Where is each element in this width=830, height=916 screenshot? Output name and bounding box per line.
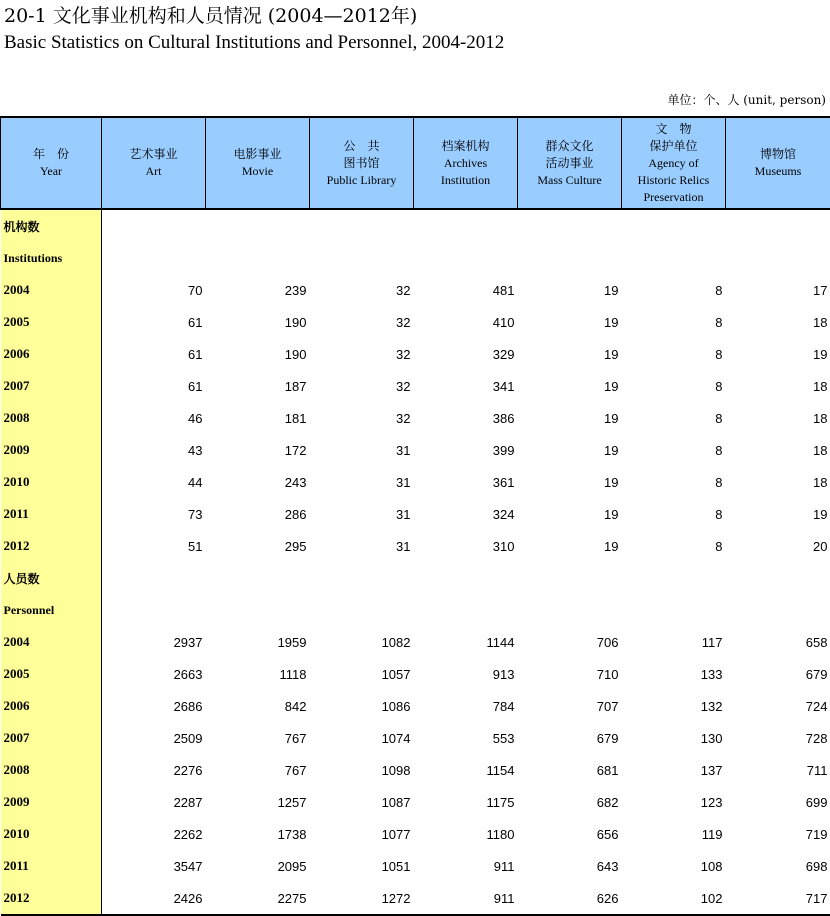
column-header-label-zh-line2: 图书馆 bbox=[310, 155, 413, 172]
value-cell: 1074 bbox=[310, 722, 414, 754]
column-header-label-en-line2: Institution bbox=[414, 172, 517, 189]
year-cell: 2007 bbox=[1, 722, 102, 754]
empty-cell bbox=[518, 209, 622, 242]
empty-cell bbox=[102, 562, 206, 594]
value-cell: 2287 bbox=[102, 786, 206, 818]
value-cell: 130 bbox=[622, 722, 726, 754]
value-cell: 70 bbox=[102, 274, 206, 306]
year-cell: 2006 bbox=[1, 338, 102, 370]
empty-cell bbox=[726, 594, 830, 626]
value-cell: 1051 bbox=[310, 850, 414, 882]
empty-cell bbox=[622, 562, 726, 594]
year-cell: 2008 bbox=[1, 402, 102, 434]
value-cell: 43 bbox=[102, 434, 206, 466]
year-cell: 2004 bbox=[1, 626, 102, 658]
value-cell: 119 bbox=[622, 818, 726, 850]
value-cell: 102 bbox=[622, 882, 726, 915]
empty-cell bbox=[310, 594, 414, 626]
table-row bbox=[1, 466, 830, 498]
empty-cell bbox=[726, 562, 830, 594]
value-cell: 1118 bbox=[206, 658, 310, 690]
column-header-museums bbox=[726, 117, 830, 209]
value-cell: 2509 bbox=[102, 722, 206, 754]
value-cell: 410 bbox=[414, 306, 518, 338]
column-header-label-zh: 电影事业 bbox=[206, 146, 309, 163]
value-cell: 19 bbox=[518, 434, 622, 466]
section-heading-institutions-en bbox=[1, 242, 830, 274]
table-header bbox=[1, 117, 830, 209]
section-heading-institutions-zh bbox=[1, 209, 830, 242]
value-cell: 658 bbox=[726, 626, 830, 658]
value-cell: 8 bbox=[622, 338, 726, 370]
value-cell: 911 bbox=[414, 850, 518, 882]
value-cell: 32 bbox=[310, 338, 414, 370]
value-cell: 239 bbox=[206, 274, 310, 306]
table-row bbox=[1, 402, 830, 434]
value-cell: 767 bbox=[206, 722, 310, 754]
year-cell: 2009 bbox=[1, 434, 102, 466]
column-header-label-en: Year bbox=[1, 163, 101, 180]
year-cell: 2011 bbox=[1, 850, 102, 882]
value-cell: 8 bbox=[622, 466, 726, 498]
table-body bbox=[1, 209, 830, 915]
column-header-label-zh-line2: 保护单位 bbox=[622, 138, 725, 155]
value-cell: 31 bbox=[310, 434, 414, 466]
column-header-label-en: Archives bbox=[414, 155, 517, 172]
table-row bbox=[1, 370, 830, 402]
value-cell: 123 bbox=[622, 786, 726, 818]
year-cell: 2012 bbox=[1, 882, 102, 915]
empty-cell bbox=[518, 594, 622, 626]
column-header-archives bbox=[414, 117, 518, 209]
value-cell: 117 bbox=[622, 626, 726, 658]
year-cell: 2004 bbox=[1, 274, 102, 306]
value-cell: 913 bbox=[414, 658, 518, 690]
value-cell: 679 bbox=[726, 658, 830, 690]
value-cell: 707 bbox=[518, 690, 622, 722]
value-cell: 31 bbox=[310, 498, 414, 530]
empty-cell bbox=[726, 242, 830, 274]
value-cell: 1098 bbox=[310, 754, 414, 786]
table-row bbox=[1, 274, 830, 306]
value-cell: 656 bbox=[518, 818, 622, 850]
value-cell: 1057 bbox=[310, 658, 414, 690]
value-cell: 132 bbox=[622, 690, 726, 722]
column-header-public-library bbox=[310, 117, 414, 209]
value-cell: 310 bbox=[414, 530, 518, 562]
value-cell: 32 bbox=[310, 370, 414, 402]
empty-cell bbox=[102, 242, 206, 274]
value-cell: 61 bbox=[102, 370, 206, 402]
value-cell: 31 bbox=[310, 530, 414, 562]
value-cell: 698 bbox=[726, 850, 830, 882]
section-heading-personnel-zh-label: 人员数 bbox=[1, 562, 102, 594]
value-cell: 682 bbox=[518, 786, 622, 818]
column-header-art bbox=[102, 117, 206, 209]
column-header-label-zh: 年 份 bbox=[1, 146, 101, 163]
value-cell: 108 bbox=[622, 850, 726, 882]
empty-cell bbox=[206, 242, 310, 274]
empty-cell bbox=[102, 594, 206, 626]
empty-cell bbox=[102, 209, 206, 242]
column-header-label-zh-line2: 活动事业 bbox=[518, 155, 621, 172]
section-heading-institutions-zh-label: 机构数 bbox=[1, 209, 102, 242]
column-header-label-zh: 文 物 bbox=[622, 121, 725, 138]
column-header-label-en: Art bbox=[102, 163, 205, 180]
value-cell: 1154 bbox=[414, 754, 518, 786]
value-cell: 190 bbox=[206, 306, 310, 338]
value-cell: 187 bbox=[206, 370, 310, 402]
value-cell: 717 bbox=[726, 882, 830, 915]
value-cell: 286 bbox=[206, 498, 310, 530]
value-cell: 137 bbox=[622, 754, 726, 786]
value-cell: 2937 bbox=[102, 626, 206, 658]
column-header-mass-culture bbox=[518, 117, 622, 209]
value-cell: 19 bbox=[518, 530, 622, 562]
value-cell: 19 bbox=[726, 498, 830, 530]
column-header-label-zh: 博物馆 bbox=[726, 146, 830, 163]
value-cell: 243 bbox=[206, 466, 310, 498]
value-cell: 19 bbox=[518, 338, 622, 370]
table-row bbox=[1, 786, 830, 818]
value-cell: 2095 bbox=[206, 850, 310, 882]
empty-cell bbox=[518, 562, 622, 594]
value-cell: 643 bbox=[518, 850, 622, 882]
year-cell: 2007 bbox=[1, 370, 102, 402]
value-cell: 719 bbox=[726, 818, 830, 850]
value-cell: 73 bbox=[102, 498, 206, 530]
value-cell: 724 bbox=[726, 690, 830, 722]
value-cell: 2426 bbox=[102, 882, 206, 915]
value-cell: 1175 bbox=[414, 786, 518, 818]
value-cell: 1077 bbox=[310, 818, 414, 850]
value-cell: 51 bbox=[102, 530, 206, 562]
value-cell: 1959 bbox=[206, 626, 310, 658]
value-cell: 8 bbox=[622, 530, 726, 562]
value-cell: 681 bbox=[518, 754, 622, 786]
value-cell: 699 bbox=[726, 786, 830, 818]
table-title-chinese: 20-1 文化事业机构和人员情况 (2004—2012年) bbox=[4, 4, 417, 28]
table-row bbox=[1, 530, 830, 562]
year-cell: 2006 bbox=[1, 690, 102, 722]
value-cell: 44 bbox=[102, 466, 206, 498]
table-row bbox=[1, 882, 830, 915]
value-cell: 190 bbox=[206, 338, 310, 370]
value-cell: 1180 bbox=[414, 818, 518, 850]
value-cell: 46 bbox=[102, 402, 206, 434]
column-header-label-en-line2: Historic Relics bbox=[622, 172, 725, 189]
section-heading-personnel-en bbox=[1, 594, 830, 626]
value-cell: 8 bbox=[622, 402, 726, 434]
column-header-label-zh: 艺术事业 bbox=[102, 146, 205, 163]
value-cell: 61 bbox=[102, 306, 206, 338]
section-heading-institutions-en-label: Institutions bbox=[1, 242, 102, 274]
table-row bbox=[1, 754, 830, 786]
empty-cell bbox=[310, 242, 414, 274]
empty-cell bbox=[726, 209, 830, 242]
value-cell: 8 bbox=[622, 306, 726, 338]
column-header-label-en: Public Library bbox=[310, 172, 413, 189]
value-cell: 20 bbox=[726, 530, 830, 562]
value-cell: 32 bbox=[310, 274, 414, 306]
value-cell: 8 bbox=[622, 434, 726, 466]
empty-cell bbox=[206, 562, 310, 594]
year-cell: 2012 bbox=[1, 530, 102, 562]
table-row bbox=[1, 626, 830, 658]
value-cell: 31 bbox=[310, 466, 414, 498]
value-cell: 767 bbox=[206, 754, 310, 786]
value-cell: 1082 bbox=[310, 626, 414, 658]
year-cell: 2010 bbox=[1, 818, 102, 850]
value-cell: 2686 bbox=[102, 690, 206, 722]
empty-cell bbox=[310, 562, 414, 594]
table-row bbox=[1, 690, 830, 722]
empty-cell bbox=[622, 242, 726, 274]
table-row bbox=[1, 818, 830, 850]
value-cell: 61 bbox=[102, 338, 206, 370]
value-cell: 911 bbox=[414, 882, 518, 915]
statistics-table bbox=[0, 116, 830, 916]
value-cell: 18 bbox=[726, 434, 830, 466]
value-cell: 1086 bbox=[310, 690, 414, 722]
value-cell: 2262 bbox=[102, 818, 206, 850]
value-cell: 295 bbox=[206, 530, 310, 562]
value-cell: 710 bbox=[518, 658, 622, 690]
table-row bbox=[1, 498, 830, 530]
value-cell: 553 bbox=[414, 722, 518, 754]
column-header-label-zh: 公 共 bbox=[310, 138, 413, 155]
value-cell: 728 bbox=[726, 722, 830, 754]
value-cell: 711 bbox=[726, 754, 830, 786]
year-cell: 2008 bbox=[1, 754, 102, 786]
table-row bbox=[1, 338, 830, 370]
value-cell: 679 bbox=[518, 722, 622, 754]
year-cell: 2010 bbox=[1, 466, 102, 498]
column-header-label-zh: 档案机构 bbox=[414, 138, 517, 155]
empty-cell bbox=[622, 209, 726, 242]
table-row bbox=[1, 722, 830, 754]
value-cell: 341 bbox=[414, 370, 518, 402]
value-cell: 784 bbox=[414, 690, 518, 722]
value-cell: 18 bbox=[726, 306, 830, 338]
value-cell: 8 bbox=[622, 498, 726, 530]
value-cell: 1738 bbox=[206, 818, 310, 850]
empty-cell bbox=[518, 242, 622, 274]
table-row bbox=[1, 658, 830, 690]
section-heading-personnel-zh bbox=[1, 562, 830, 594]
year-cell: 2009 bbox=[1, 786, 102, 818]
value-cell: 2663 bbox=[102, 658, 206, 690]
empty-cell bbox=[206, 209, 310, 242]
empty-cell bbox=[206, 594, 310, 626]
table-title-english: Basic Statistics on Cultural Institutions and Personnel, 2004-2012 bbox=[4, 31, 504, 55]
value-cell: 19 bbox=[518, 402, 622, 434]
empty-cell bbox=[622, 594, 726, 626]
value-cell: 324 bbox=[414, 498, 518, 530]
value-cell: 32 bbox=[310, 306, 414, 338]
value-cell: 8 bbox=[622, 370, 726, 402]
column-header-historic-relics bbox=[622, 117, 726, 209]
value-cell: 1087 bbox=[310, 786, 414, 818]
value-cell: 2276 bbox=[102, 754, 206, 786]
value-cell: 19 bbox=[518, 306, 622, 338]
column-header-movie bbox=[206, 117, 310, 209]
value-cell: 3547 bbox=[102, 850, 206, 882]
column-header-label-en: Museums bbox=[726, 163, 830, 180]
value-cell: 361 bbox=[414, 466, 518, 498]
section-heading-personnel-en-label: Personnel bbox=[1, 594, 102, 626]
empty-cell bbox=[310, 209, 414, 242]
value-cell: 706 bbox=[518, 626, 622, 658]
value-cell: 1144 bbox=[414, 626, 518, 658]
value-cell: 172 bbox=[206, 434, 310, 466]
column-header-year bbox=[1, 117, 102, 209]
column-header-label-en: Agency of bbox=[622, 155, 725, 172]
value-cell: 842 bbox=[206, 690, 310, 722]
column-header-label-en-line3: Preservation bbox=[622, 189, 725, 206]
value-cell: 19 bbox=[518, 274, 622, 306]
table-row bbox=[1, 850, 830, 882]
empty-cell bbox=[414, 594, 518, 626]
year-cell: 2011 bbox=[1, 498, 102, 530]
value-cell: 1272 bbox=[310, 882, 414, 915]
value-cell: 481 bbox=[414, 274, 518, 306]
empty-cell bbox=[414, 242, 518, 274]
value-cell: 19 bbox=[518, 370, 622, 402]
empty-cell bbox=[414, 562, 518, 594]
value-cell: 133 bbox=[622, 658, 726, 690]
value-cell: 1257 bbox=[206, 786, 310, 818]
unit-note: 单位：个、人 (unit, person) bbox=[667, 92, 826, 108]
value-cell: 329 bbox=[414, 338, 518, 370]
empty-cell bbox=[414, 209, 518, 242]
header-row bbox=[1, 117, 830, 209]
column-header-label-zh: 群众文化 bbox=[518, 138, 621, 155]
value-cell: 626 bbox=[518, 882, 622, 915]
column-header-label-en: Movie bbox=[206, 163, 309, 180]
value-cell: 18 bbox=[726, 370, 830, 402]
value-cell: 8 bbox=[622, 274, 726, 306]
table-row bbox=[1, 306, 830, 338]
value-cell: 18 bbox=[726, 466, 830, 498]
value-cell: 181 bbox=[206, 402, 310, 434]
table-row bbox=[1, 434, 830, 466]
value-cell: 19 bbox=[726, 338, 830, 370]
value-cell: 399 bbox=[414, 434, 518, 466]
year-cell: 2005 bbox=[1, 306, 102, 338]
value-cell: 18 bbox=[726, 402, 830, 434]
column-header-label-en: Mass Culture bbox=[518, 172, 621, 189]
value-cell: 32 bbox=[310, 402, 414, 434]
value-cell: 19 bbox=[518, 466, 622, 498]
value-cell: 386 bbox=[414, 402, 518, 434]
value-cell: 19 bbox=[518, 498, 622, 530]
value-cell: 2275 bbox=[206, 882, 310, 915]
year-cell: 2005 bbox=[1, 658, 102, 690]
value-cell: 17 bbox=[726, 274, 830, 306]
